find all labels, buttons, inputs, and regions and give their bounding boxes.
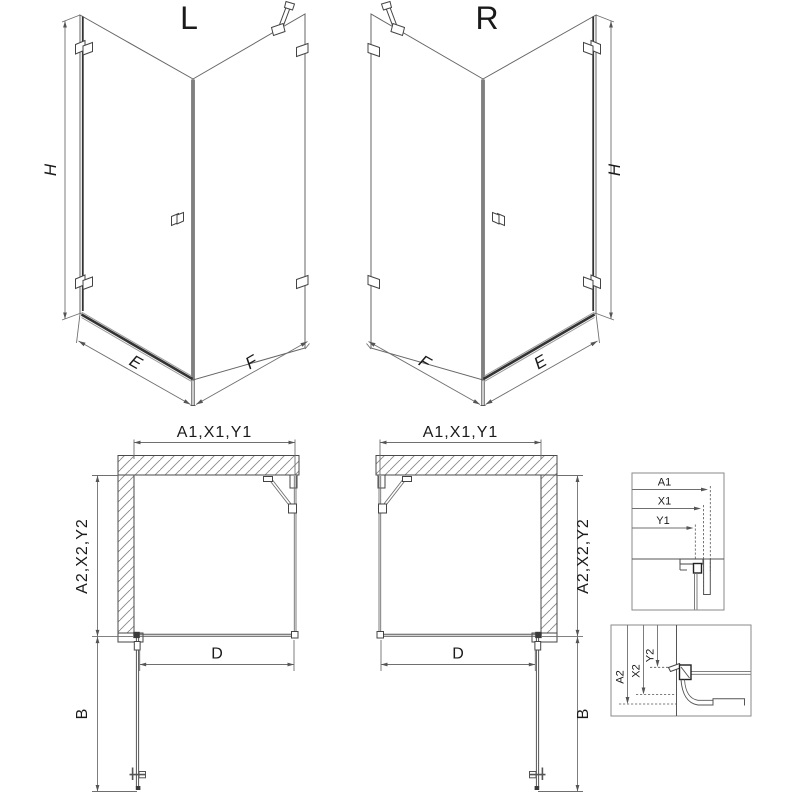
plan-left-width-label: A1,X1,Y1 [176,424,253,441]
detail-wall-x1-label: X1 [657,495,672,508]
plan-left-door-projection-label: B [74,708,91,720]
plan-right-view [376,424,592,792]
plan-left-inner-width-label: D [211,645,223,663]
iso-right-height-label: H [605,163,624,177]
detail-wall-a1-label: A1 [657,476,672,489]
plan-left-top-wall [118,456,299,476]
detail-bottom-profile [611,625,751,716]
iso-left-door-width-label: E [126,351,146,374]
plan-left-depth-label: A2,X2,Y2 [74,518,91,594]
detail-bottom-x2-label: X2 [630,664,643,678]
iso-left-side-width-label: F [242,351,261,374]
iso-right-variant-label: R [475,0,499,36]
plan-right-width-label: A1,X1,Y1 [422,424,499,441]
plan-right-inner-width-label: D [452,645,464,663]
plan-right-door-projection-label: B [575,708,592,720]
detail-wall-y1-label: Y1 [656,515,670,527]
plan-right-depth-label: A2,X2,Y2 [575,518,592,594]
iso-right-door-width-label: E [530,351,550,374]
iso-left-view [41,0,310,406]
iso-right-view [367,0,625,406]
plan-right-side-wall [541,475,557,633]
plan-right-top-wall [376,456,557,476]
iso-right-drawing [367,2,615,406]
iso-left-variant-label: L [180,0,198,36]
iso-left-drawing [62,2,310,406]
plan-left-view [74,424,299,792]
iso-right-side-width-label: F [415,351,434,374]
detail-bottom-a2-label: A2 [614,670,627,684]
detail-wall-profile [632,473,724,610]
iso-left-height-label: H [41,163,60,177]
plan-left-side-wall [118,475,134,633]
detail-bottom-y2-label: Y2 [644,648,657,663]
